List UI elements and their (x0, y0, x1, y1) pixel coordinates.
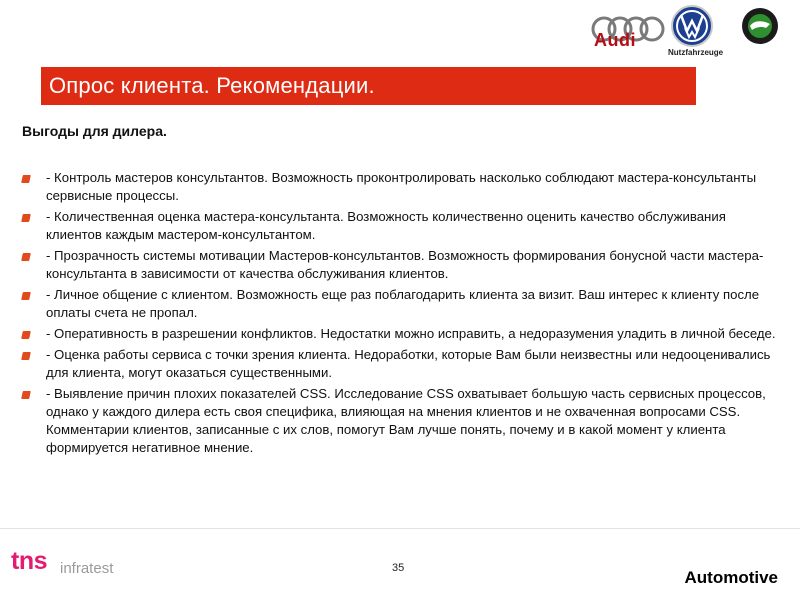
skoda-logo-icon (740, 6, 780, 46)
bullet-icon (21, 253, 31, 261)
list-item (20, 247, 780, 283)
list-item-text: - Оперативность в разрешении конфликтов. Недостатки можно исправить, а недоразумения уладить в личной беседе. (46, 326, 776, 341)
tns-infratest-label: infratest (60, 560, 114, 577)
tns-logo-text: tns (11, 547, 47, 575)
list-item (20, 208, 780, 244)
list-item (20, 325, 780, 343)
list-item-text: - Контроль мастеров консультантов. Возможность проконтролировать насколько соблюдают мастера-консультанты сервисные процессы. (46, 170, 757, 203)
bullet-icon (21, 292, 31, 300)
list-item (20, 169, 780, 205)
list-item-text: - Оценка работы сервиса с точки зрения клиента. Недоработки, которые Вам были неизвестны или недооценивались для клиента, могут оказаться существенными. (46, 347, 771, 380)
list-item-text: - Прозрачность системы мотивации Мастеров-консультантов. Возможность формирования бонусной части мастера-консультанта в зависимости от качества обслуживания клиентов. (46, 248, 764, 281)
benefits-list (20, 169, 780, 460)
vw-nutzfahrzeuge-label: Nutzfahrzeuge (668, 48, 724, 57)
page-title: Опрос клиента. Рекомендации. (41, 67, 696, 105)
footer-divider (0, 528, 800, 529)
footer-automotive-label: Automotive (684, 568, 778, 587)
list-item (20, 346, 780, 382)
audi-logo-text: Audi (594, 30, 636, 50)
bullet-icon (21, 175, 31, 183)
bullet-icon (21, 331, 31, 339)
page-number: 35 (392, 562, 405, 574)
section-subheading: Выгоды для дилера. (22, 123, 167, 139)
list-item-text: - Количественная оценка мастера-консультанта. Возможность количественно оценить качество обслуживания клиентов каждым мастером-консультантом. (46, 209, 726, 242)
list-item (20, 286, 780, 322)
list-item (20, 385, 780, 457)
list-item-text: - Личное общение с клиентом. Возможность еще раз поблагодарить клиента за визит. Ваш интерес к клиенту после оплаты счета не пропал. (46, 287, 760, 320)
bullet-icon (21, 214, 31, 222)
bullet-icon (21, 391, 31, 399)
brand-logos (580, 4, 780, 62)
bullet-icon (21, 352, 31, 360)
list-item-text: - Выявление причин плохих показателей CSS. Исследование CSS охватывает большую часть сервисных процессов, однако у каждого дилера есть своя специфика, влияющая на мнения клиентов и не охваченная вопросами CSS. Комментарии клиентов, записанные с их слов, помогут Вам лучше понять, почему и в какой момент у клиента формируется негативное мнение. (46, 386, 766, 455)
